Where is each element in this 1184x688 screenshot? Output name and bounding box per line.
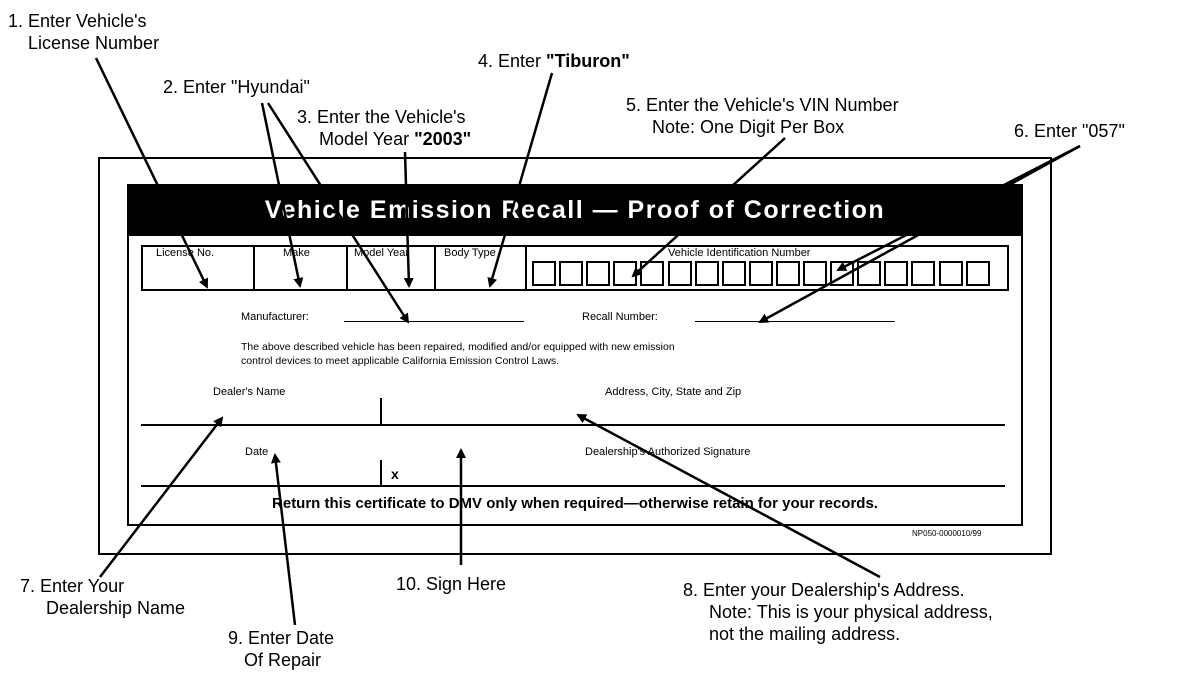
make-label: Make: [283, 247, 310, 259]
address-label: Address, City, State and Zip: [605, 386, 742, 398]
vin-label: Vehicle Identification Number: [668, 247, 811, 259]
arrow-6b: [838, 146, 1080, 270]
arrow-7: [100, 418, 222, 577]
callout-1: 1. Enter Vehicle's License Number: [8, 11, 160, 53]
statement-line-2: control devices to meet applicable California Emission Control Laws.: [241, 355, 560, 367]
form-number: NP050-0000010/99: [912, 529, 982, 538]
recall-number-label: Recall Number:: [582, 311, 658, 323]
callout-7: 7. Enter Your Dealership Name: [20, 576, 186, 618]
callout-6: 6. Enter "057": [1014, 121, 1125, 141]
statement-line-1: The above described vehicle has been repaired, modified and/or equipped with new emission: [241, 341, 675, 353]
date-label: Date: [245, 446, 269, 458]
form-title-banner: Vehicle Emission Recall — Proof of Correction: [127, 184, 1023, 236]
arrow-1: [96, 58, 207, 287]
arrow-6a: [760, 146, 1080, 322]
arrow-8: [578, 415, 880, 577]
arrow-3: [405, 152, 409, 286]
model-year-label: Model Year: [354, 247, 410, 259]
signature-label: Dealership's Authorized Signature: [585, 446, 751, 458]
callout-8: 8. Enter your Dealership's Address. Note: This is your physical address, not the mailing address.: [683, 580, 993, 644]
callout-5: 5. Enter the Vehicle's VIN Number Note: One Digit Per Box: [626, 95, 899, 137]
arrow-9: [275, 455, 295, 625]
arrow-4: [490, 73, 552, 286]
arrow-2b: [268, 103, 408, 322]
callout-9: 9. Enter Date Of Repair: [228, 628, 335, 670]
return-instruction: Return this certificate to DMV only when required—otherwise retain for your records.: [272, 495, 878, 512]
callout-10: 10. Sign Here: [396, 574, 507, 594]
arrow-5: [633, 138, 785, 276]
callout-3: 3. Enter the Vehicle's Model Year "2003": [297, 107, 472, 149]
arrow-2a: [262, 103, 300, 286]
license-no-label: License No.: [156, 247, 215, 259]
callout-4: 4. Enter "Tiburon": [478, 51, 630, 71]
callout-2: 2. Enter "Hyundai": [163, 77, 310, 97]
dealer-name-label: Dealer's Name: [213, 386, 286, 398]
signature-x-mark: x: [391, 466, 399, 482]
manufacturer-label: Manufacturer:: [241, 311, 309, 323]
body-type-label: Body Type: [444, 247, 496, 259]
